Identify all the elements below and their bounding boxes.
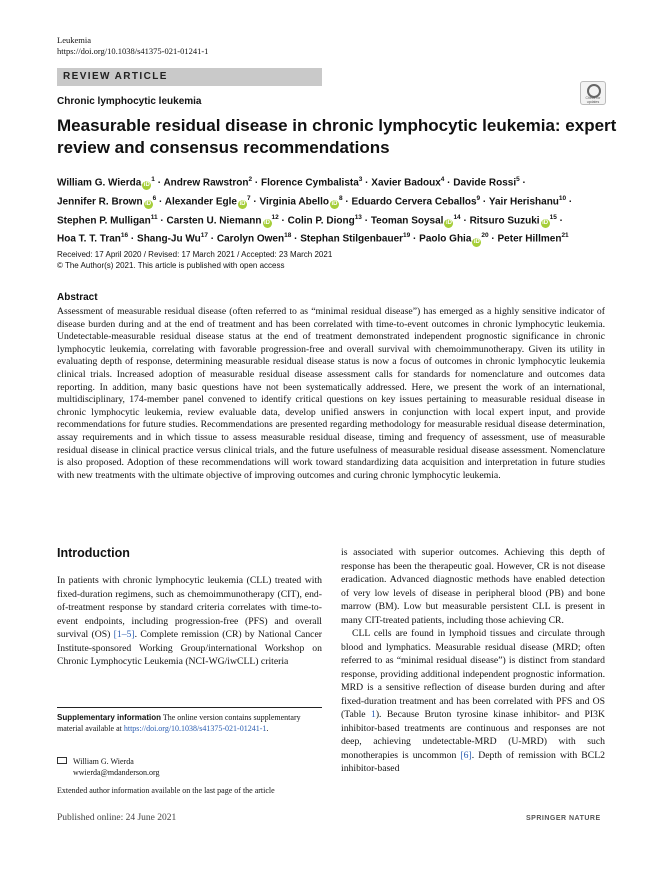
author-name: Xavier Badoux	[371, 177, 441, 189]
license-note: © The Author(s) 2021. This article is published with open access	[57, 261, 285, 270]
intro-col2-paragraph-2	[341, 627, 605, 776]
envelope-icon	[57, 757, 67, 764]
author-name: Jennifer R. Brown	[57, 196, 143, 208]
affiliation-number: 8	[338, 194, 343, 202]
table-link[interactable]: 1	[370, 709, 376, 720]
journal-header	[57, 35, 208, 57]
article-category: Chronic lymphocytic leukemia	[57, 96, 202, 107]
affiliation-number: 1	[151, 176, 155, 183]
author-name: Colin P. Diong	[287, 214, 355, 226]
article-title: Measurable residual disease in chronic lymphocytic leukemia: expert review and consensus recommendations	[57, 116, 617, 157]
author-name: Stephen P. Mulligan	[57, 214, 151, 226]
author-name: Yair Herishanu	[488, 196, 559, 208]
citation-link[interactable]: [6]	[460, 749, 472, 761]
author-list	[57, 172, 622, 247]
affiliation-number: 7	[246, 194, 251, 202]
author-name: Carsten U. Niemann	[166, 214, 262, 226]
author-name: Eduardo Cervera Ceballos	[351, 196, 477, 208]
author-name: Teoman Soysal	[370, 214, 444, 226]
author-name: Stephan Stilgenbauer	[300, 233, 404, 245]
publisher-logo: SPRINGER NATURE	[526, 815, 601, 822]
article-type: REVIEW ARTICLE	[63, 71, 168, 82]
orcid-icon[interactable]: iD	[239, 201, 246, 208]
author-line-3: Stephen P. Mulligan$^{11}$ · Carsten U. Niemann $iD^{12}$ · Colin P. Diong$^{13}$ · Teoman Soysal $iD^{14}$ · Ritsuro Suzuki $iD^{15}$ ·	[57, 213, 563, 226]
check-updates-label: Check for updates	[585, 96, 601, 104]
history-dates: Received: 17 April 2020 / Revised: 17 March 2021 / Accepted: 23 March 2021	[57, 250, 333, 259]
intro-col1-text: In patients with chronic lymphocytic leukemia (CLL) treated with fixed-duration regimens, such as chemoimmunotherapy (CIT), end-of-treatment response by standard criteria correlates with time-to-event endpoints, including progression-free (PFS) and overall survival (OS)	[57, 575, 322, 640]
author-name: Hoa T. T. Tran	[57, 233, 121, 245]
affiliation-number: 18	[284, 232, 292, 240]
author-name: Carolyn Owen	[216, 233, 285, 245]
affiliation-number: 12	[271, 213, 279, 221]
abstract-text: Assessment of measurable residual disease (often referred to as “minimal residual disease”) has emerged as a highly sensitive indicator of disease burden during and at the end of treatment and has been correlated with time-to-event outcomes in chronic lymphocytic leukemia. Undetectable-measurable residual disease status at the end of treatment demonstrated independent prognostic significance in chronic lymphocytic leukemia, correlating with favorable progression-free and overall survival with chemoimmunotherapy. Given its utility in evaluating depth of response, determining measurable residual disease status is now a focus of outcomes in chronic lymphocytic leukemia clinical trials. Increased adoption of measurable residual disease assessment calls for standards for nomenclature and outcomes data reporting. In addition, many basic questions have not been systematically addressed. Here, we present the work of an international, multidisciplinary, 174-member panel convened to identify critical questions on key issues pertaining to measurable residual disease in chronic lymphocytic leukemia, review evaluable data, develop unified answers in conjunction with local expert input, and provide recommendations for future studies. Recommendations are presented regarding methodology for measurable residual disease determination, assay requirements and in which tissue to assess measurable residual disease, timing and frequency of assessment, use of measurable residual disease in clinical practice versus clinical trials, and the future usefulness of measurable residual disease assessment. Nomenclature is also proposed. Adoption of these recommendations will work toward standardizing data acquisition and interpretation in future studies with new treatments with the ultimate objective of improving outcomes and curing chronic lymphocytic leukemia.	[57, 306, 605, 481]
supplementary-text: The online version contains supplementary material available at	[57, 713, 301, 733]
orcid-icon[interactable]: iD	[445, 219, 452, 226]
orcid-icon[interactable]: iD	[331, 201, 338, 208]
author-name: Shang-Ju Wu	[137, 233, 201, 245]
article-dates	[57, 249, 332, 271]
doi-link[interactable]: https://doi.org/10.1038/s41375-021-01241-1	[57, 46, 209, 56]
journal-name: Leukemia	[57, 35, 91, 45]
affiliation-number: 19	[403, 232, 411, 240]
author-name: Peter Hillmen	[497, 233, 562, 245]
orcid-icon[interactable]: iD	[264, 219, 271, 226]
check-for-updates-badge[interactable]	[580, 81, 606, 105]
affiliation-number: 20	[481, 232, 489, 240]
intro-col2-text-c: . Depth of remission with BCL2 inhibitor-based	[341, 749, 605, 774]
supplementary-link[interactable]: https://doi.org/10.1038/s41375-021-01241-1	[123, 723, 267, 733]
affiliation-number: 2	[248, 176, 253, 183]
correspondence-email[interactable]: wwierda@mdanderson.org	[73, 768, 160, 777]
author-name: Alexander Egle	[164, 196, 237, 208]
affiliation-number: 3	[358, 176, 363, 183]
affiliation-number: 14	[453, 213, 461, 221]
intro-column-2	[341, 546, 605, 776]
affiliation-number: 4	[440, 176, 445, 183]
footnote-divider	[57, 707, 322, 708]
affiliation-number: 17	[200, 232, 208, 240]
author-name: William G. Wierda	[57, 177, 142, 189]
abstract-heading: Abstract	[57, 292, 98, 303]
extended-author-info: Extended author information available on the last page of the article	[57, 786, 275, 795]
supplementary-end: .	[266, 723, 269, 733]
orcid-icon[interactable]: iD	[542, 219, 549, 226]
author-name: Paolo Ghia	[419, 233, 472, 245]
supplementary-note	[57, 713, 322, 735]
orcid-icon[interactable]: iD	[143, 182, 150, 189]
introduction-heading: Introduction	[57, 546, 130, 560]
affiliation-number: 10	[558, 194, 567, 202]
affiliation-number: 5	[516, 176, 520, 183]
affiliation-number: 6	[152, 194, 157, 202]
author-name: Ritsuro Suzuki	[469, 214, 540, 226]
intro-col1-text-cont: . Complete remission (CR) by National Cancer Institute-sponsored Working Group/international Workshop on Chronic Lymphocytic Leukemia (NCI-WG/iwCLL) criteria	[57, 629, 322, 667]
supplementary-label: Supplementary information	[57, 713, 162, 722]
author-line-2: Jennifer R. Brown $iD^6$ · Alexander Egle $iD^7$ · Virginia Abello $iD^8$ · Eduardo Cervera Ceballos$^9$ · Yair Herishanu$^{10}$ ·	[57, 194, 573, 208]
author-line-4: Hoa T. T. Tran$^{16}$ · Shang-Ju $Wu^{17}$ · Carolyn Owen$^{18}$ · Stephan Stilgenbauer$^{19}$ · Paolo Ghia $iD^{20}$ · Peter Hillmen$^{21}$	[57, 232, 569, 245]
author-name: Andrew Rawstron	[163, 177, 249, 189]
correspondence	[57, 756, 160, 778]
affiliation-number: 15	[549, 213, 557, 221]
orcid-icon[interactable]: iD	[473, 238, 480, 245]
author-line-1: William G. Wierda $iD^1$ · Andrew Rawstron$^2$ · Florence Cymbalista$^3$ · Xavier Badoux$^4$ · Davide Rossi$^5$ ·	[57, 176, 526, 189]
affiliation-number: 16	[120, 232, 129, 240]
intro-col2-text-a: CLL cells are found in lymphoid tissues and circulate through blood and lymphatics. Measurable residual disease (MRD; often referred to as “minimal residual disease”) is distinct from standard response, providing additional independent prognostic information. MRD is a sensitive reflection of disease burden during and after fixed-duration treatment and has been correlated with PFS and OS (Table	[341, 628, 605, 720]
citation-link[interactable]: [1–5]	[113, 629, 135, 640]
orcid-icon[interactable]: iD	[145, 201, 152, 208]
author-name: Davide Rossi	[453, 177, 517, 189]
affiliation-number: 13	[354, 213, 362, 221]
published-date: Published online: 24 June 2021	[57, 813, 177, 823]
correspondence-name: William G. Wierda	[73, 757, 134, 766]
intro-col2-text-b: ). Because Bruton tyrosine kinase inhibitor- and PI3K inhibitor-based treatments are continuous and responses are not deep, achieving undetectable-MRD (U-MRD) with such monotherapies is uncommon	[341, 709, 605, 761]
intro-column-1	[57, 574, 322, 669]
intro-col2-paragraph-1: is associated with superior outcomes. Achieving this depth of response has been the therapeutic goal. However, CR is not disease eradication. Advanced diagnostic methods have enabled detection of very low levels of disease in peripheral blood (PB) and bone marrow (BM). Low but measurable persistent CLL is present in many CIT-treated patients, including those achieving CR.	[341, 547, 605, 626]
author-name: Florence Cymbalista	[260, 177, 359, 189]
affiliation-number: 9	[476, 194, 481, 202]
affiliation-number: 11	[150, 213, 158, 221]
article-type-band	[57, 68, 322, 86]
author-name: Virginia Abello	[259, 196, 329, 208]
affiliation-number: 21	[561, 232, 569, 240]
